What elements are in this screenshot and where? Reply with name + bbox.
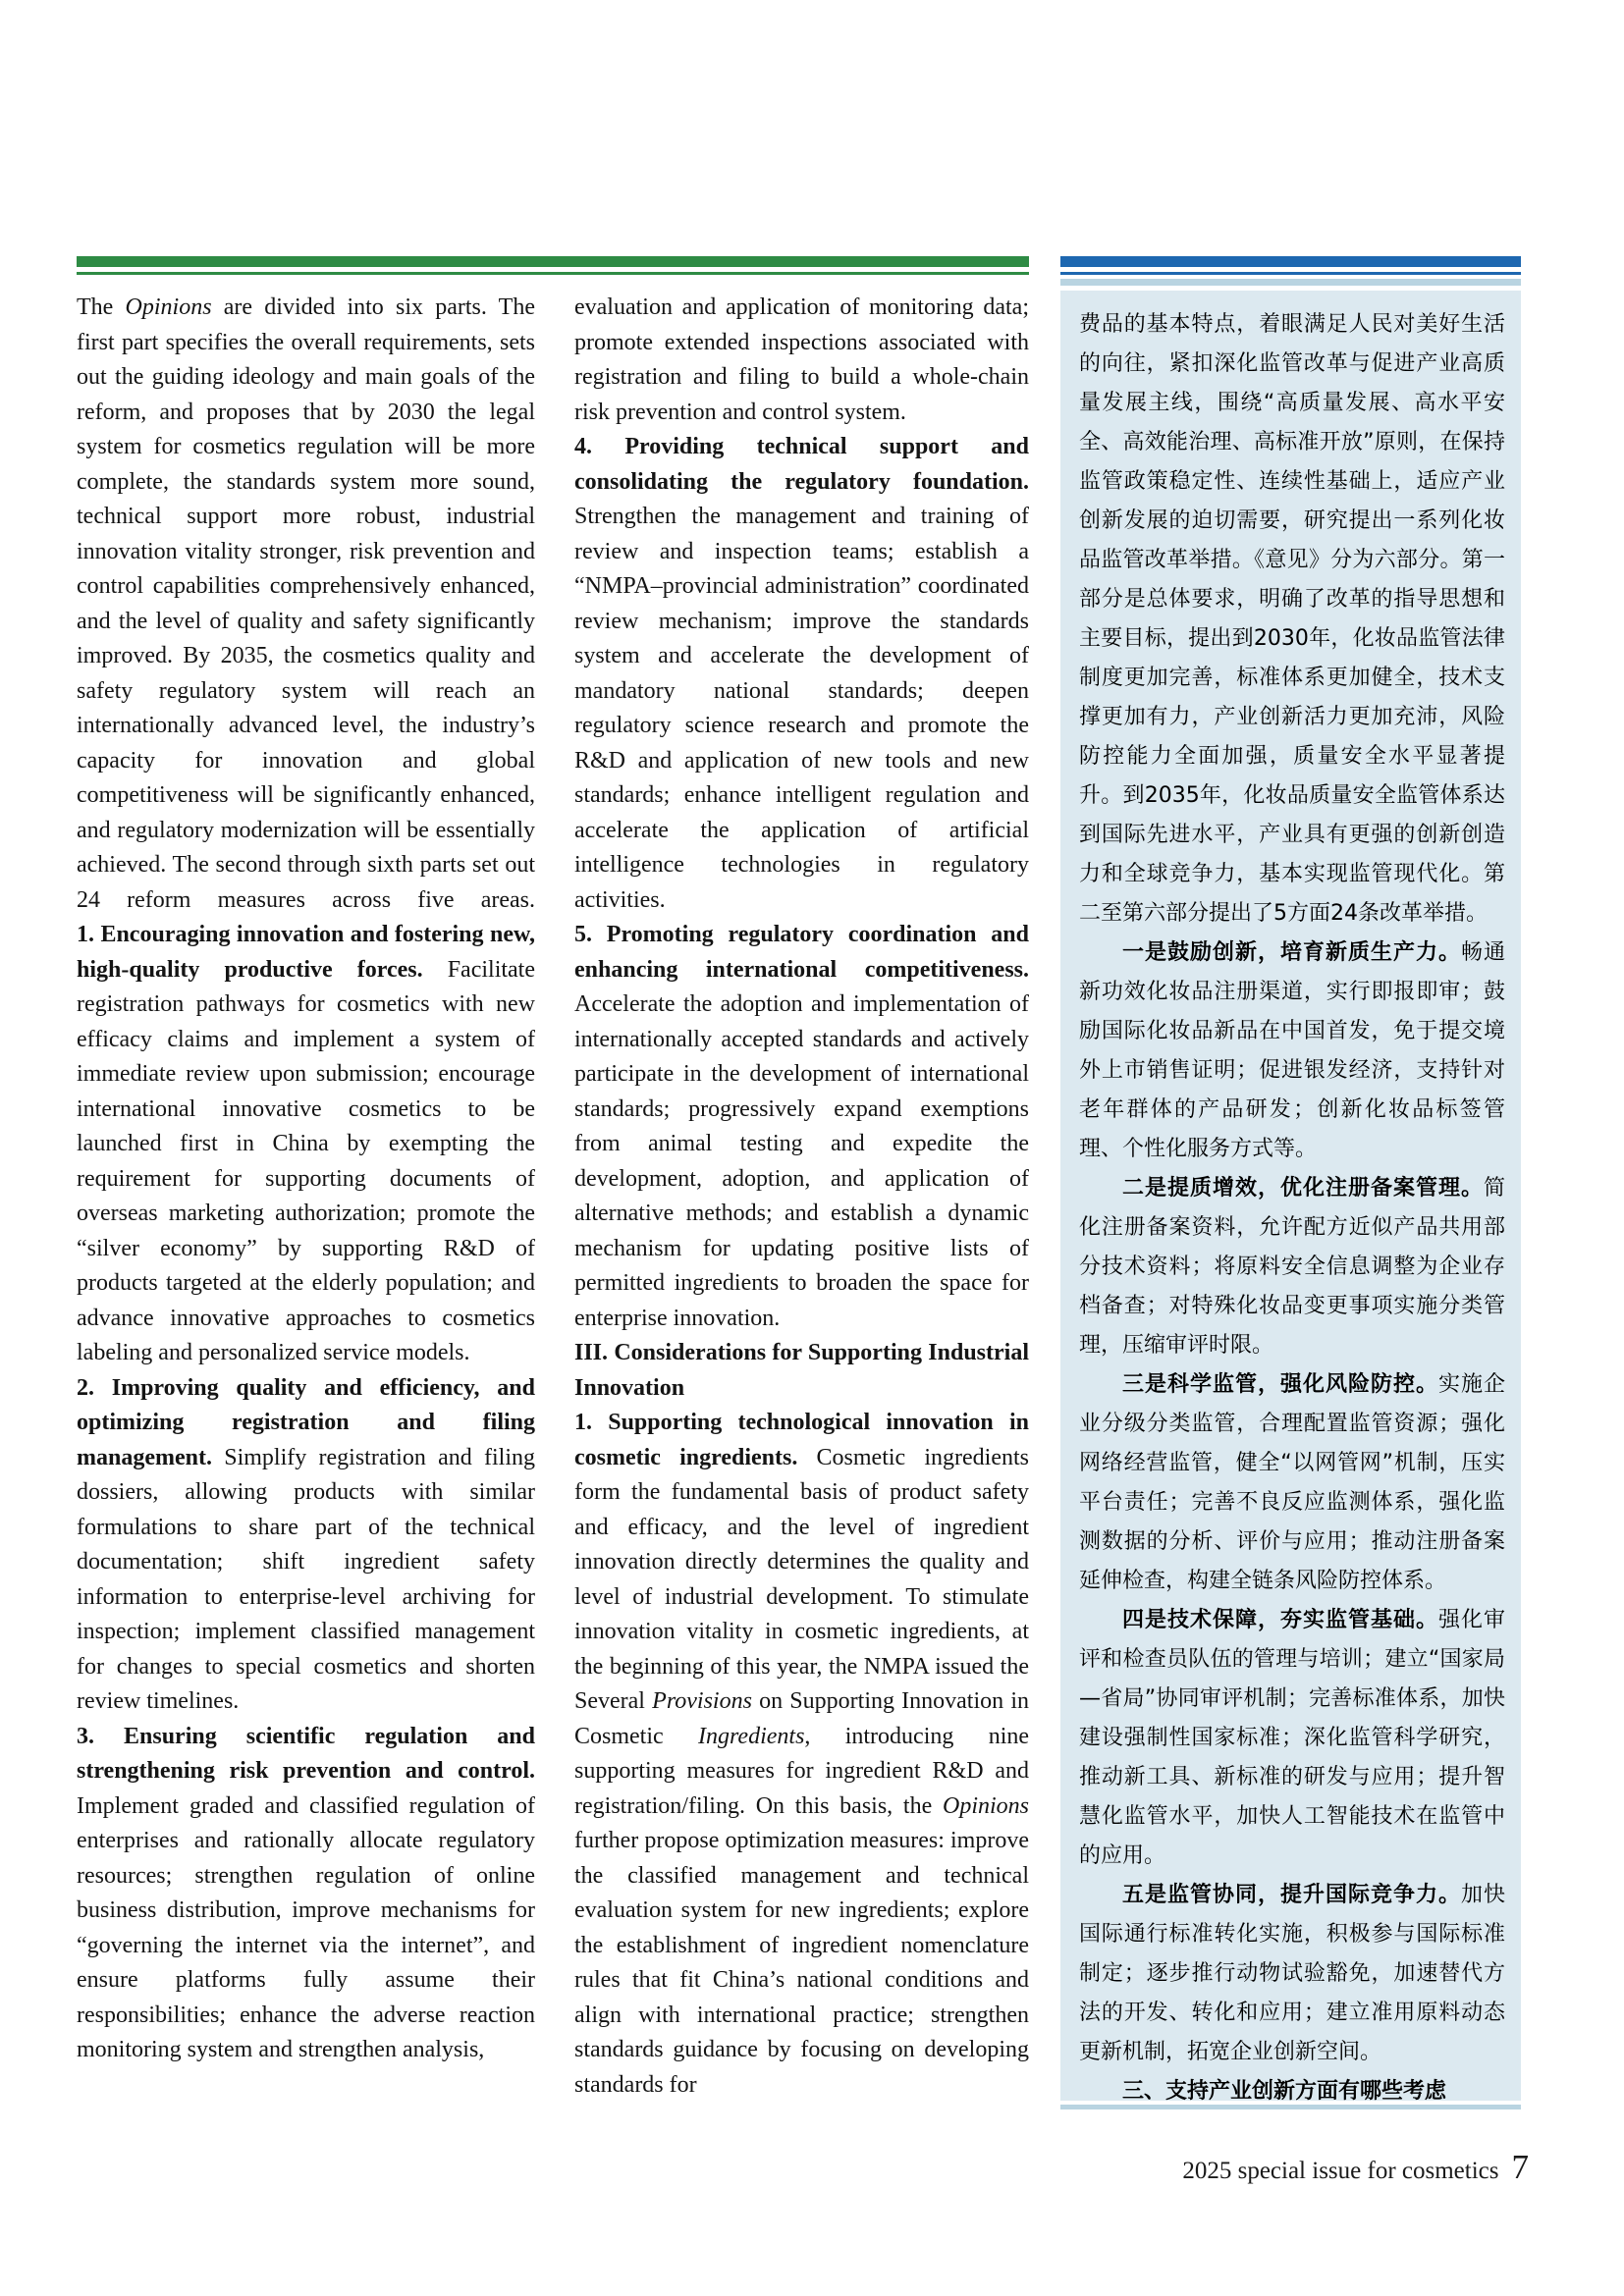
paragraph: [77, 1371, 535, 1720]
column-english-left: [77, 291, 535, 2105]
text-run: Accelerate the adoption and implementation of internationally accepted standards and actively participate in the development of international standards; progressively expand exemptions from animal testing and expedite the development, adoption, and application of alternative methods; and establish a dynamic mechanism for updating positive lists of permitted ingredients to broaden the space for enterprise innovation.: [574, 991, 1029, 1331]
text-run: 4. Providing technical support and consolidating the regulatory foundation.: [574, 434, 1029, 495]
text-run: 三是科学监管，强化风险防控。: [1122, 1372, 1438, 1397]
text-run: 费品的基本特点，着眼满足人民对美好生活的向往，紧扣深化监管改革与促进产业高质量发展主线，围绕“高质量发展、高水平安全、高效能治理、高标准开放”原则，在保持监管政策稳定性、连续性基础上，适应产业创新发展的迫切需要，研究提出一系列化妆品监管改革举措。《意见》分为六部分。第一部分是总体要求，明确了改革的指导思想和主要目标，提出到2030年，化妆品监管法律制度更加完善，标准体系更加健全，技术支撑更加有力，产业创新活力更加充沛，风险防控能力全面加强，质量安全水平显著提升。到2035年，化妆品质量安全监管体系达到国际先进水平，产业具有更强的创新创造力和全球竞争力，基本实现监管现代化。第二至第六部分提出了5方面24条改革举措。: [1079, 312, 1505, 926]
text-run: 五是监管协同，提升国际竞争力。: [1122, 1883, 1461, 1907]
footer: [1182, 2148, 1529, 2187]
text-run: Facilitate registration pathways for cosmetics with new efficacy claims and implement a system of immediate review upon submission; encourage international innovative cosmetics to be launched first in China by exempting the requirement for supporting documents of overseas marketing authorization; promote the “silver economy” by supporting R&D of products targeted at the elderly population; and advance innovative approaches to cosmetics labeling and personalized service models.: [77, 956, 535, 1365]
column-english-middle: [574, 291, 1029, 2105]
chinese-summary-panel: [1060, 291, 1521, 2101]
text-run: 畅通新功效化妆品注册渠道，实行即报即审；鼓励国际化妆品新品在中国首发，免于提交境外上市销售证明；促进银发经济，支持针对老年群体的产品研发；创新化妆品标签管理、个性化服务方式等。: [1079, 940, 1505, 1161]
paragraph: [574, 291, 1029, 430]
paragraph: [77, 1720, 535, 2068]
paragraph: [1079, 1365, 1505, 1601]
text-run: further propose optimization measures: improve the classified management and technical evaluation system for new ingredients; explore the establishment of ingredient nomenclature rules that fit China’s national conditions and align with international practice; strengthen standards guidance by focusing on developing standards for: [574, 1828, 1029, 2098]
paragraph: [574, 1406, 1029, 2103]
paragraph: [574, 918, 1029, 1336]
blue-rule-thick: [1060, 256, 1521, 267]
text-run: Strengthen the management and training of review and inspection teams; establish a “NMPA–provincial administration” coordinated review mechanism; improve the standards system and accelerate the development of mandatory national standards; deepen regulatory science research and promote the R&D and application of new tools and new standards; enhance intelligent regulation and accelerate the application of artificial intelligence technologies in regulatory activities.: [574, 504, 1029, 913]
text-run: Opinions: [125, 294, 212, 320]
text-run: 3. Ensuring scientific regulation and strengthening risk prevention and control.: [77, 1723, 535, 1784]
text-run: 5. Promoting regulatory coordination and enhancing international competitiveness.: [574, 922, 1029, 983]
chinese-panel-top-edge: [1060, 279, 1521, 286]
text-run: 1. Encouraging innovation and fostering new, high-quality productive forces.: [77, 922, 535, 983]
text-run: Opinions: [942, 1792, 1029, 1819]
text-run: Cosmetic ingredients form the fundamental basis of product safety and efficacy, and the level of ingredient innovation directly determines the quality and level of industrial development. To stimulate innovation vitality in cosmetic ingredients, at the beginning of this year, the NMPA issued the Several: [574, 1444, 1029, 1714]
text-run: 实施企业分级分类监管，合理配置监管资源；强化网络经营监管，健全“以网管网”机制，压实平台责任；完善不良反应监测体系，强化监测数据的分析、评价与应用；推动注册备案延伸检查，构建全链条风险防控体系。: [1079, 1372, 1505, 1593]
text-run: on Supporting Innovation in Cosmetic: [574, 1688, 1029, 1749]
text-run: 强化审评和检查员队伍的管理与培训；建立“国家局—省局”协同审评机制；完善标准体系，加快建设强制性国家标准；深化监管科学研究，推动新工具、新标准的研发与应用；提升智慧化监管水平，加快人工智能技术在监管中的应用。: [1079, 1608, 1505, 1868]
text-run: III. Considerations for Supporting Industrial Innovation: [574, 1340, 1029, 1401]
text-run: evaluation and application of monitoring data; promote extended inspections associated with registration and filing to build a whole-chain risk prevention and control system.: [574, 294, 1029, 425]
text-run: 1. Supporting technological innovation in cosmetic ingredients.: [574, 1410, 1029, 1470]
text-run: 简化注册备案资料，允许配方近似产品共用部分技术资料；将原料安全信息调整为企业存档备查；对特殊化妆品变更事项实施分类管理，压缩审评时限。: [1079, 1176, 1505, 1358]
text-run: Provisions: [652, 1688, 752, 1714]
paragraph: [1079, 1876, 1505, 2072]
blue-rule-thin: [1060, 272, 1521, 275]
text-run: Simplify registration and filing dossiers, allowing products with similar formulations to share part of the technical documentation; shift ingredient safety information to enterprise-level archiving for inspection; implement classified management for changes to special cosmetics and shorten review timelines.: [77, 1444, 535, 1714]
text-run: 三、支持产业创新方面有哪些考虑: [1122, 2079, 1447, 2101]
text-run: 2. Improving quality and efficiency, and optimizing registration and filing management.: [77, 1374, 535, 1470]
text-run: are divided into six parts. The first part specifies the overall requirements, sets out the guiding ideology and main goals of the reform, and proposes that by 2030 the legal system for cosmetics regulation will be more complete, the standards system more sound, technical support more robust, industrial innovation vitality stronger, risk prevention and control capabilities comprehensively enhanced, and the level of quality and safety significantly improved. By 2035, the cosmetics quality and safety regulatory system will reach an internationally advanced level, the industry’s capacity for innovation and global competitiveness will be significantly enhanced, and regulatory modernization will be essentially achieved. The second through sixth parts set out 24 reform measures across five areas.: [77, 294, 535, 913]
paragraph: [1079, 2072, 1505, 2101]
paragraph: [574, 430, 1029, 918]
paragraph: [1079, 1169, 1505, 1365]
green-rule-thick: [77, 256, 1029, 267]
paragraph: [574, 1336, 1029, 1406]
paragraph: [1079, 1601, 1505, 1876]
text-run: Implement graded and classified regulation of enterprises and rationally allocate regulatory resources; strengthen regulation of online business distribution, improve mechanisms for “governing the internet via the internet”, and ensure platforms fully assume their responsibilities; enhance the adverse reaction monitoring system and strengthen analysis,: [77, 1792, 535, 2062]
footer-text: 2025 special issue for cosmetics: [1182, 2158, 1499, 2184]
chinese-panel-bottom-edge: [1060, 2105, 1521, 2109]
paragraph: [77, 918, 535, 1371]
text-run: 四是技术保障，夯实监管基础。: [1122, 1608, 1438, 1632]
text-run: 二是提质增效，优化注册备案管理。: [1122, 1176, 1484, 1201]
paragraph: [1079, 934, 1505, 1169]
green-rule-thin: [77, 272, 1029, 275]
text-run: The: [77, 294, 126, 320]
footer-page-number: 7: [1511, 2148, 1529, 2186]
text-run: 一是鼓励创新，培育新质生产力。: [1122, 940, 1461, 965]
text-run: , introducing nine supporting measures for ingredient R&D and registration/filing. On this basis, the: [574, 1723, 1029, 1819]
text-run: 加快国际通行标准转化实施，积极参与国际标准制定；逐步推行动物试验豁免，加速替代方法的开发、转化和应用；建立准用原料动态更新机制，拓宽企业创新空间。: [1079, 1883, 1505, 2064]
paragraph: [1079, 305, 1505, 934]
text-run: Ingredients: [697, 1723, 805, 1749]
paragraph: [77, 291, 535, 918]
